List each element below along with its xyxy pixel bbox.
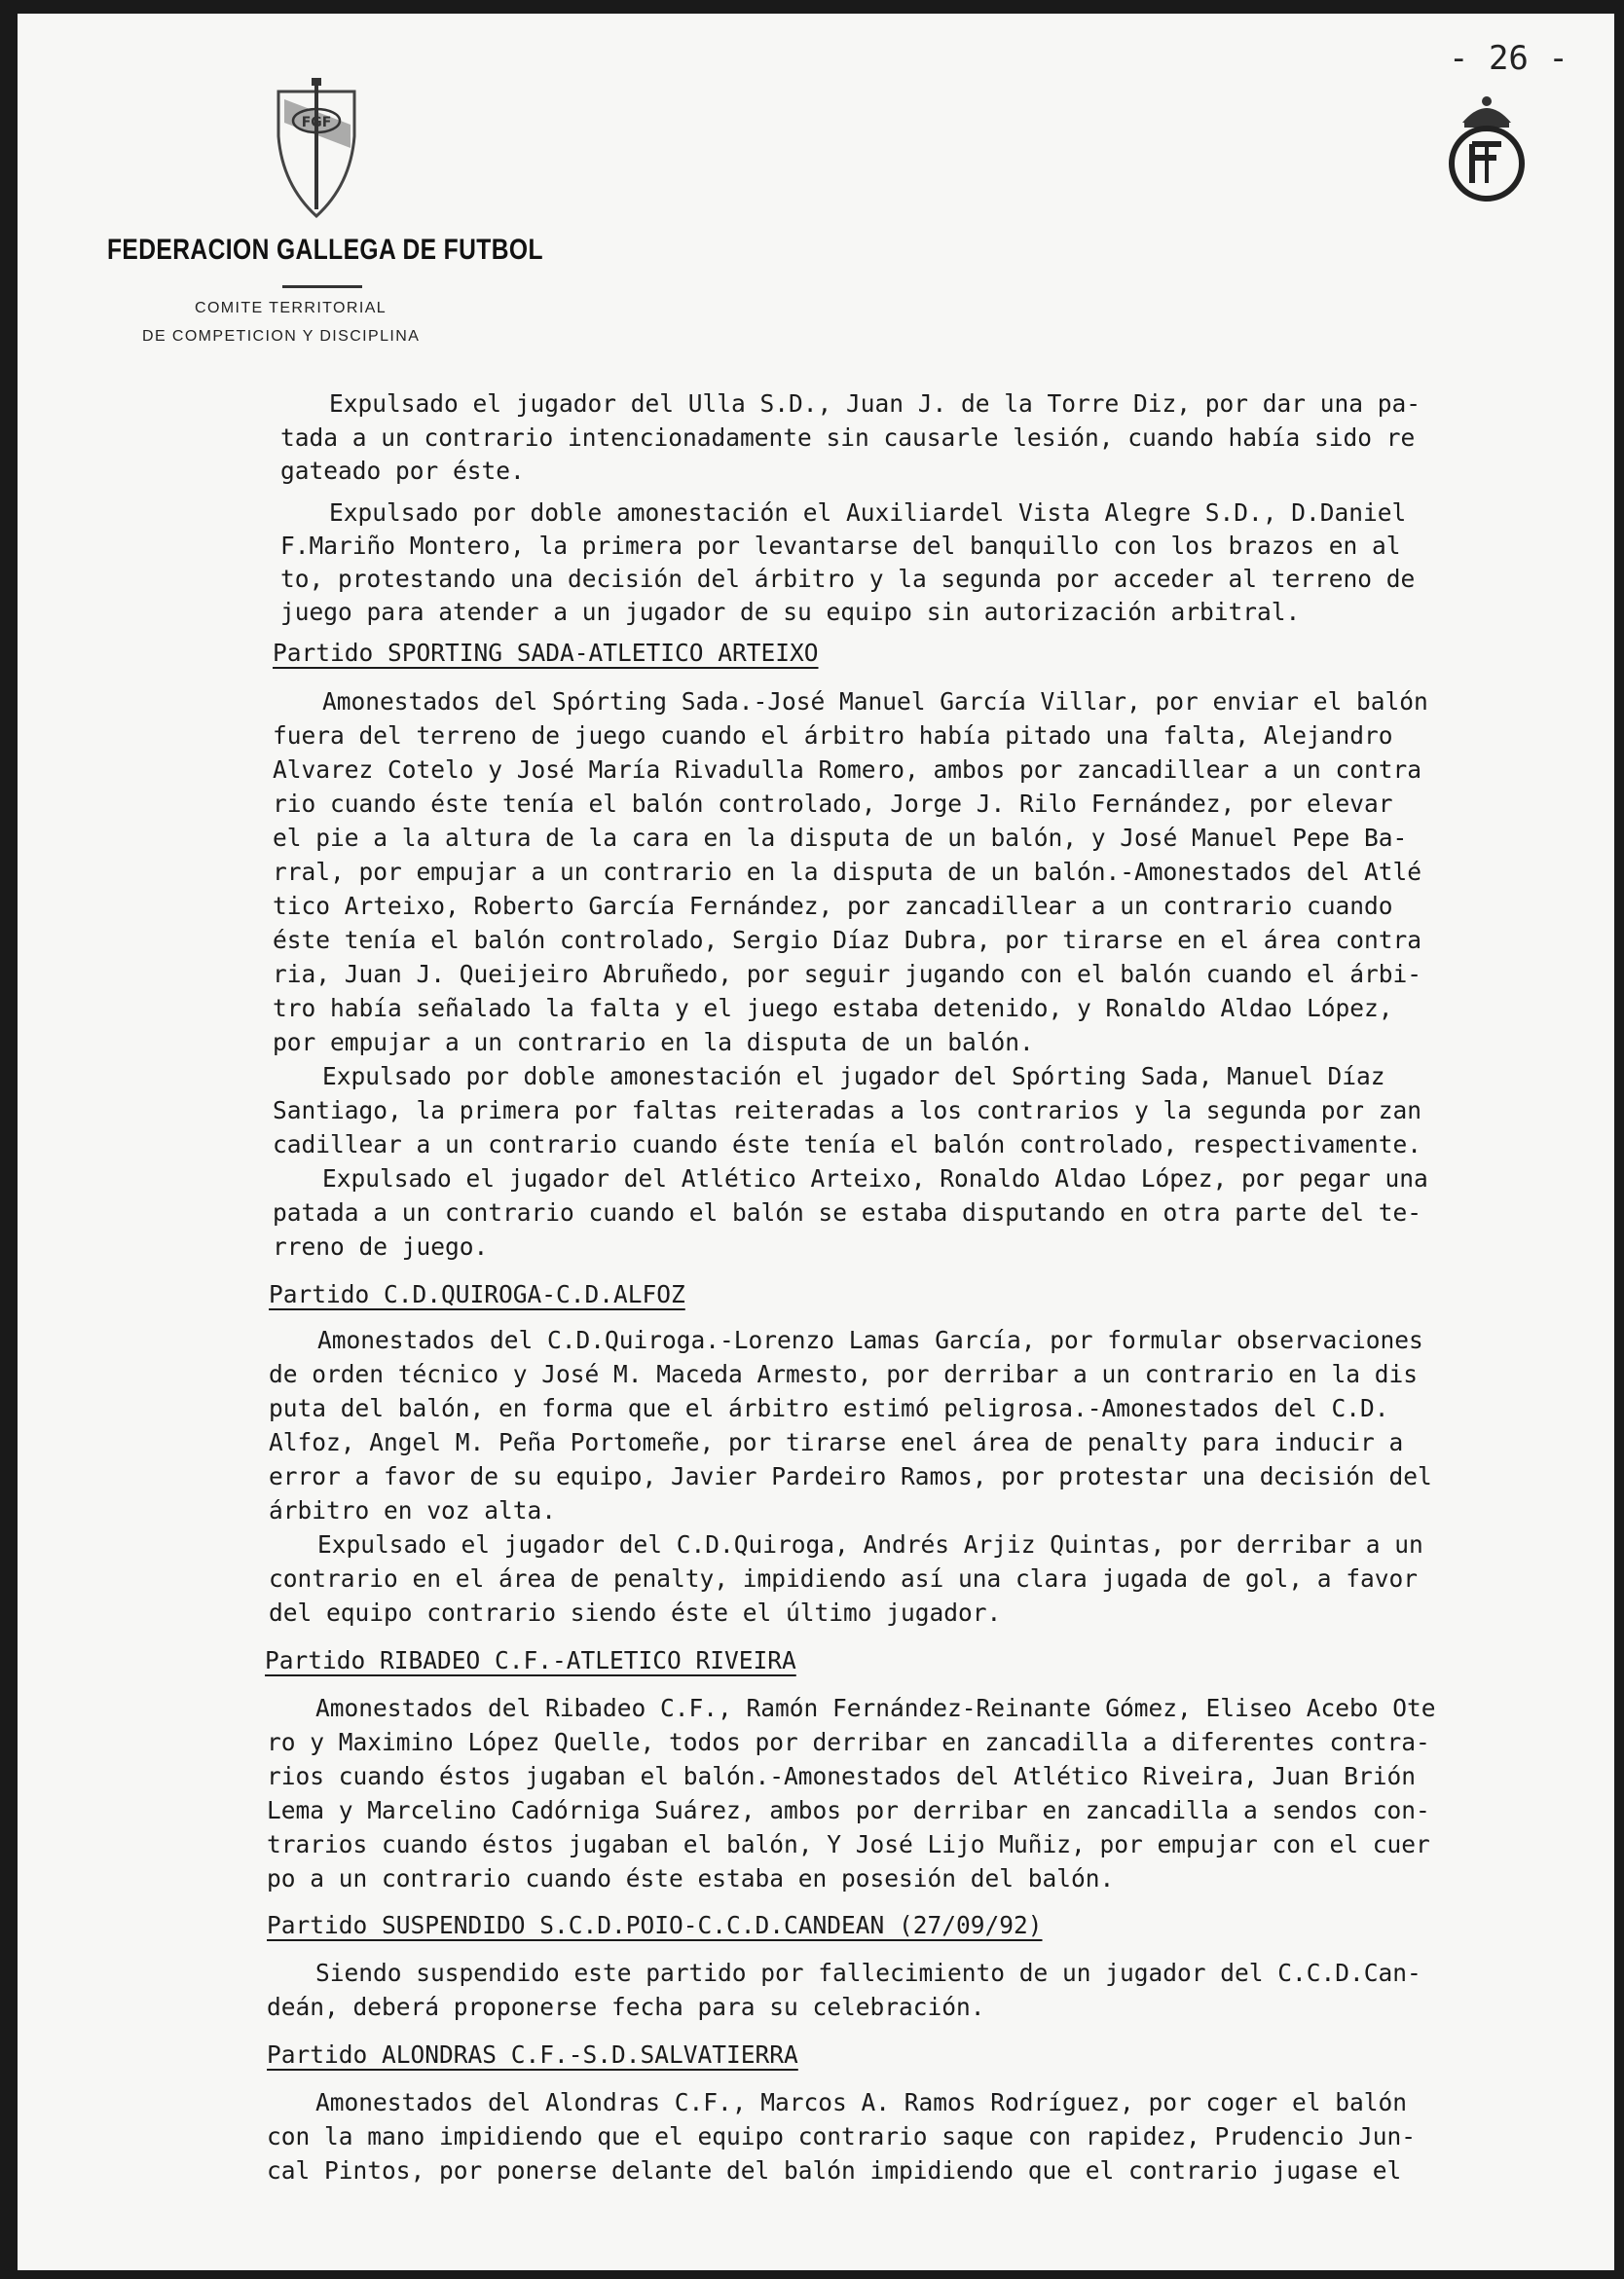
body-line: Santiago, la primera por faltas reiteradas a los contrarios y la segunda por zan xyxy=(273,1096,1422,1124)
section-heading: Partido RIBADEO C.F.-ATLETICO RIVEIRA xyxy=(265,1646,796,1674)
section-heading: Partido SPORTING SADA-ATLETICO ARTEIXO xyxy=(273,639,819,667)
section-heading: Partido C.D.QUIROGA-C.D.ALFOZ xyxy=(269,1280,685,1308)
body-line: ro y Maximino López Quelle, todos por derribar en zancadilla a diferentes contra- xyxy=(267,1728,1430,1756)
document-page xyxy=(18,14,1614,2270)
body-line: tico Arteixo, Roberto García Fernández, por zancadillear a un contrario cuando xyxy=(273,892,1393,920)
body-line: de orden técnico y José M. Maceda Armesto, por derribar a un contrario en la dis xyxy=(269,1360,1419,1388)
organization-name: FEDERACION GALLEGA DE FUTBOL xyxy=(107,234,543,266)
body-line: Expulsado por doble amonestación el jugador del Spórting Sada, Manuel Díaz xyxy=(322,1062,1385,1090)
body-line: rios cuando éstos jugaban el balón.-Amonestados del Atlético Riveira, Juan Brión xyxy=(267,1762,1417,1790)
body-line: ria, Juan J. Queijeiro Abruñedo, por seguir jugando con el balón cuando el árbi- xyxy=(273,960,1422,988)
body-line: error a favor de su equipo, Javier Pardeiro Ramos, por protestar una decisión del xyxy=(269,1462,1432,1490)
section-heading: Partido ALONDRAS C.F.-S.D.SALVATIERRA xyxy=(267,2040,798,2069)
body-line: Amonestados del C.D.Quiroga.-Lorenzo Lamas García, por formular observaciones xyxy=(317,1326,1423,1354)
body-line: puta del balón, en forma que el árbitro estimó peligrosa.-Amonestados del C.D. xyxy=(269,1394,1389,1422)
body-line: Expulsado por doble amonestación el Auxiliardel Vista Alegre S.D., D.Daniel xyxy=(329,498,1407,527)
body-line: cal Pintos, por ponerse delante del balón impidiendo que el contrario jugase el xyxy=(267,2156,1402,2185)
body-line: tro había señalado la falta y el juego estaba detenido, y Ronaldo Aldao López, xyxy=(273,994,1393,1022)
body-line: rio cuando éste tenía el balón controlado, Jorge J. Rilo Fernández, por elevar xyxy=(273,790,1393,818)
body-line: éste tenía el balón controlado, Sergio Díaz Dubra, por tirarse en el área contra xyxy=(273,926,1422,954)
committee-line-2: DE COMPETICION Y DISCIPLINA xyxy=(142,328,421,345)
body-line: árbitro en voz alta. xyxy=(269,1496,557,1525)
body-line: por empujar a un contrario en la disputa de un balón. xyxy=(273,1028,1034,1056)
body-line: po a un contrario cuando éste estaba en posesión del balón. xyxy=(267,1864,1115,1893)
body-line: F.Mariño Montero, la primera por levantarse del banquillo con los brazos en al xyxy=(280,532,1401,560)
body-line: con la mano impidiendo que el equipo contrario saque con rapidez, Prudencio Jun- xyxy=(267,2122,1417,2150)
body-line: Expulsado el jugador del C.D.Quiroga, Andrés Arjiz Quintas, por derribar a un xyxy=(317,1530,1423,1559)
body-line: Expulsado el jugador del Atlético Arteixo, Ronaldo Aldao López, por pegar una xyxy=(322,1164,1428,1193)
page-number: - 26 - xyxy=(1449,39,1569,78)
body-line: el pie a la altura de la cara en la disputa de un balón, y José Manuel Pepe Ba- xyxy=(273,824,1408,852)
body-line: deán, deberá proponerse fecha para su celebración. xyxy=(267,1993,985,2021)
body-line: Expulsado el jugador del Ulla S.D., Juan J. de la Torre Diz, por dar una pa- xyxy=(329,389,1421,418)
body-line: Alvarez Cotelo y José María Rivadulla Romero, ambos por zancadillear a un contra xyxy=(273,755,1422,784)
body-line: rreno de juego. xyxy=(273,1232,489,1261)
section-heading: Partido SUSPENDIDO S.C.D.POIO-C.C.D.CANDEAN (27/09/92) xyxy=(267,1911,1043,1939)
svg-text:FGF: FGF xyxy=(301,115,332,130)
body-line: gateado por éste. xyxy=(280,457,525,485)
body-line: Alfoz, Angel M. Peña Portomeñe, por tirarse enel área de penalty para inducir a xyxy=(269,1428,1404,1456)
body-line: Amonestados del Ribadeo C.F., Ramón Fernández-Reinante Gómez, Eliseo Acebo Ote xyxy=(315,1694,1436,1722)
document-body xyxy=(18,14,1614,2270)
body-line: del equipo contrario siendo éste el último jugador. xyxy=(269,1599,1002,1627)
body-line: contrario en el área de penalty, impidiendo así una clara jugada de gol, a favor xyxy=(269,1564,1419,1593)
body-line: Amonestados del Spórting Sada.-José Manuel García Villar, por enviar el balón xyxy=(322,687,1428,716)
body-line: Siendo suspendido este partido por fallecimiento de un jugador del C.C.D.Can- xyxy=(315,1959,1421,1987)
committee-line-1: COMITE TERRITORIAL xyxy=(195,300,388,316)
body-line: fuera del terreno de juego cuando el árbitro había pitado una falta, Alejandro xyxy=(273,721,1393,750)
body-line: trarios cuando éstos jugaban el balón, Y José Lijo Muñiz, por empujar con el cuer xyxy=(267,1830,1430,1858)
body-line: to, protestando una decisión del árbitro y la segunda por acceder al terreno de xyxy=(280,565,1416,593)
body-line: Lema y Marcelino Cadórniga Suárez, ambos por derribar en zancadilla a sendos con- xyxy=(267,1796,1430,1824)
body-line: patada a un contrario cuando el balón se estaba disputando en otra parte del te- xyxy=(273,1198,1422,1227)
body-line: rral, por empujar a un contrario en la disputa de un balón.-Amonestados del Atlé xyxy=(273,858,1422,886)
body-line: cadillear a un contrario cuando éste tenía el balón controlado, respectivamente. xyxy=(273,1130,1422,1158)
body-line: Amonestados del Alondras C.F., Marcos A. Ramos Rodríguez, por coger el balón xyxy=(315,2088,1408,2116)
body-line: tada a un contrario intencionadamente sin causarle lesión, cuando había sido re xyxy=(280,423,1416,452)
body-line: juego para atender a un jugador de su equipo sin autorización arbitral. xyxy=(280,598,1301,626)
